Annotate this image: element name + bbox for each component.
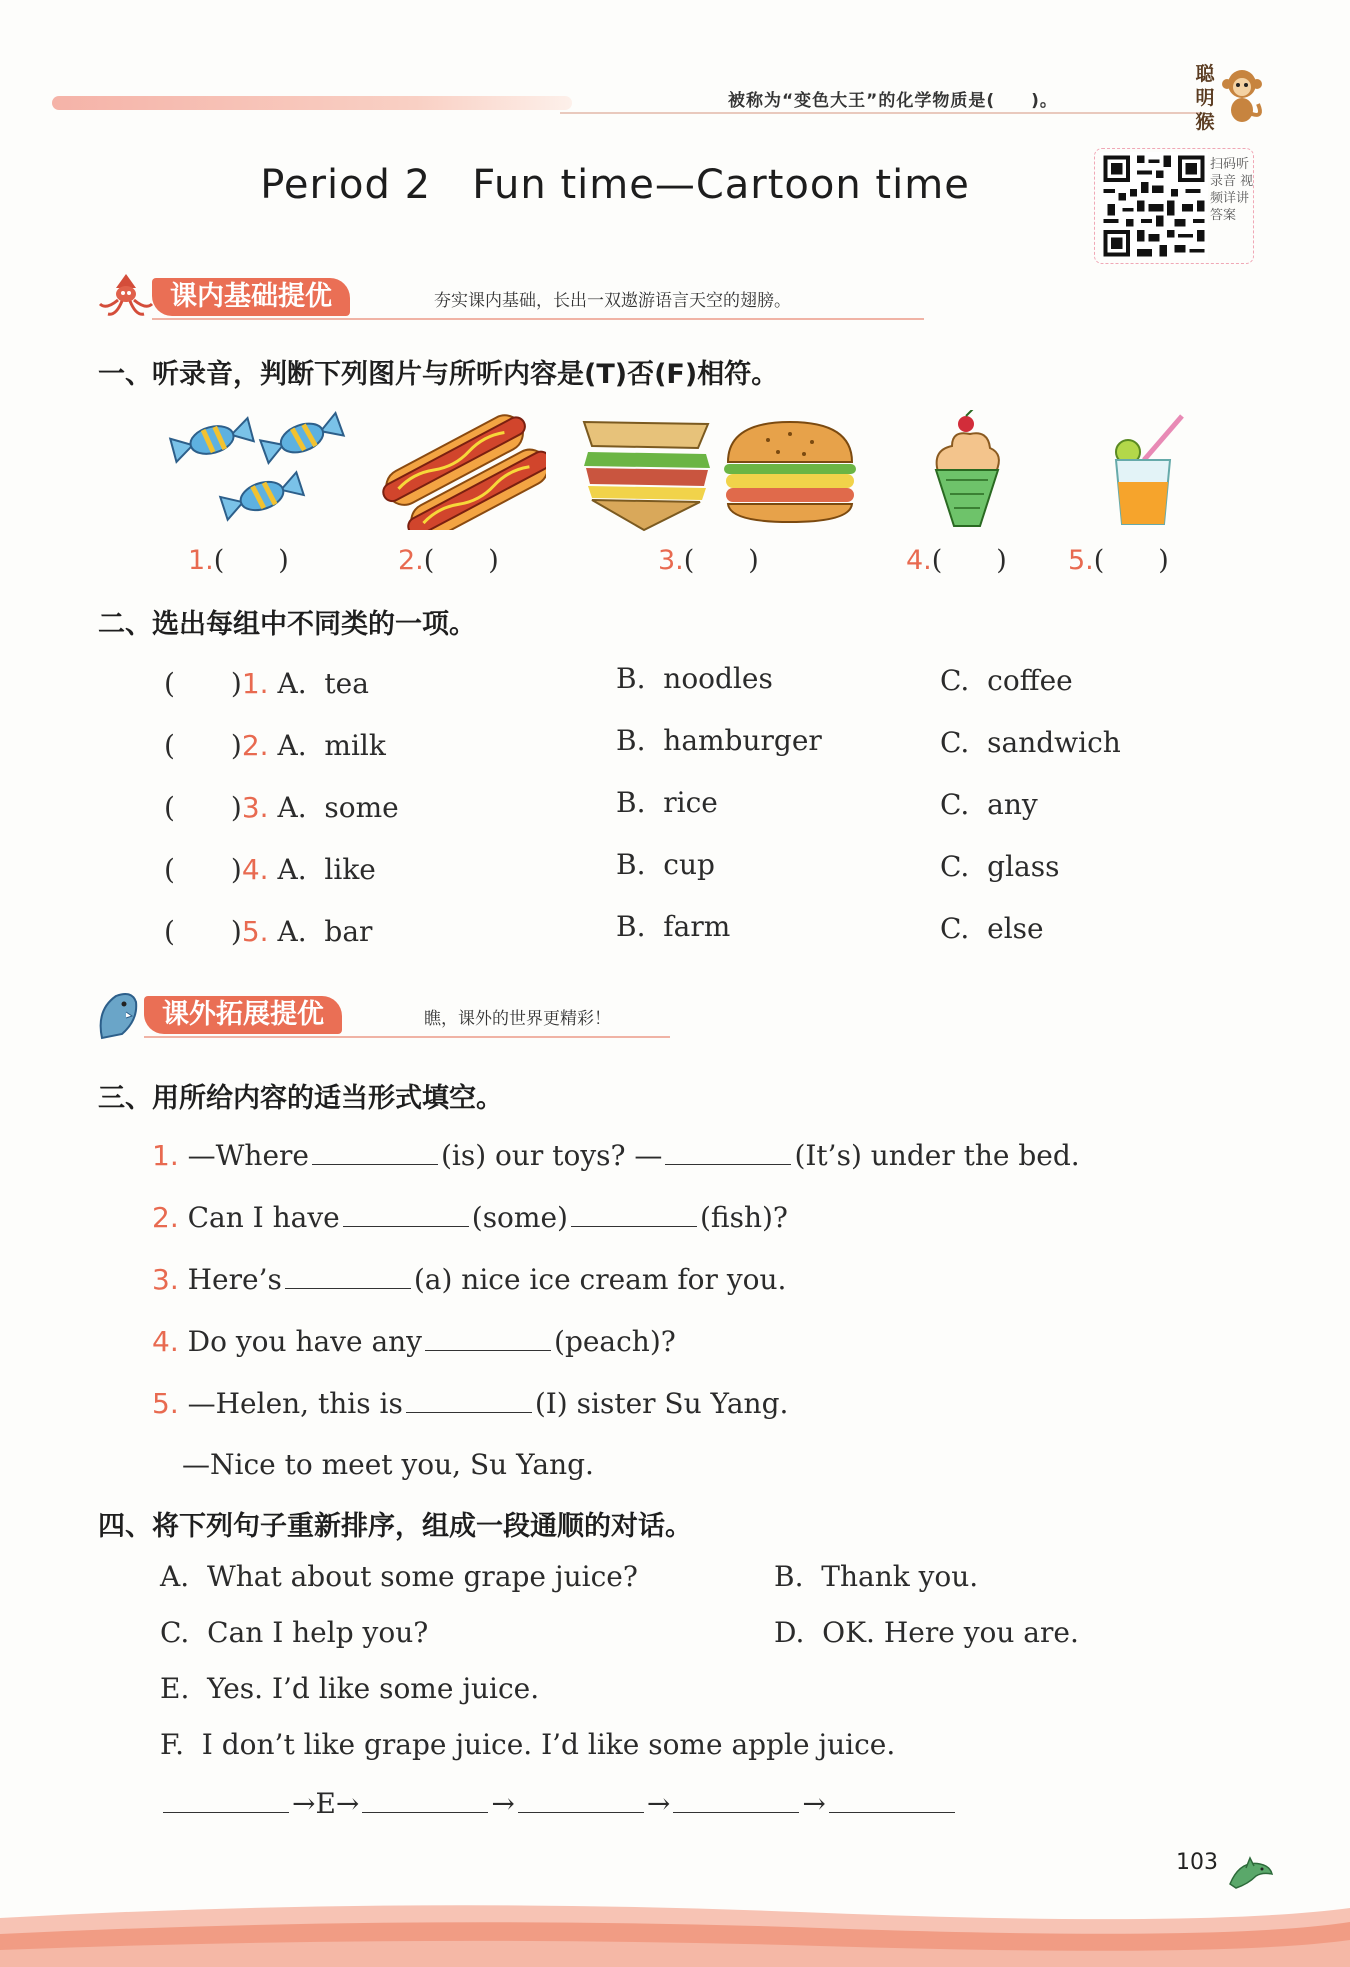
order-given: E	[315, 1787, 336, 1820]
order-answer-line	[160, 1786, 958, 1820]
choice-c: C. sandwich	[940, 726, 1121, 759]
answer-paren[interactable]: ( )	[164, 791, 242, 824]
candy-icon	[162, 410, 350, 530]
section-underline	[152, 318, 924, 320]
fill-item-2: 2. Can I have (some) (fish)?	[152, 1201, 788, 1234]
choice-c: C. coffee	[940, 664, 1073, 697]
squid-icon	[96, 270, 156, 320]
choice-row: ( )4. A. like	[164, 853, 376, 886]
choice-c: C. glass	[940, 850, 1060, 883]
order-blank-5[interactable]	[673, 1786, 799, 1813]
answer-paren[interactable]: ( )	[164, 729, 242, 762]
answer-paren[interactable]: ( )	[164, 853, 242, 886]
dialogue-option-b: B. Thank you.	[774, 1560, 979, 1593]
choice-row: ( )1. A. tea	[164, 667, 369, 700]
header-stripe	[52, 96, 572, 110]
answer-paren[interactable]: ( )	[164, 915, 242, 948]
juice-icon	[1100, 412, 1190, 530]
choice-b: B. rice	[616, 786, 718, 819]
question-4-heading: 四、将下列句子重新排序，组成一段通顺的对话。	[98, 1511, 692, 1542]
footer-wave	[0, 1888, 1350, 1967]
dialogue-option-d: D. OK. Here you are.	[774, 1616, 1079, 1649]
monkey-icon	[1218, 64, 1266, 126]
page-title: Period 2 Fun time—Cartoon time	[260, 162, 970, 208]
picture-4-answer: 4.( )	[906, 545, 1007, 576]
choice-b: B. noodles	[616, 662, 773, 695]
fill-item-1: 1. —Where (is) our toys? — (It’s) under the bed.	[152, 1139, 1080, 1172]
answer-blank[interactable]	[665, 1138, 791, 1165]
section-tagline-extended: 瞧，课外的世界更精彩！	[424, 1009, 611, 1029]
dialogue-option-c: C. Can I help you?	[160, 1616, 429, 1649]
page-number: 103	[1176, 1850, 1218, 1875]
choice-b: B. hamburger	[616, 724, 822, 757]
dialogue-option-a: A. What about some grape juice?	[160, 1560, 638, 1593]
choice-row: ( )2. A. milk	[164, 729, 386, 762]
fill-item-4: 4. Do you have any (peach)?	[152, 1325, 676, 1358]
choice-b: B. farm	[616, 910, 731, 943]
answer-blank[interactable]	[312, 1138, 438, 1165]
answer-blank[interactable]	[425, 1324, 551, 1351]
answer-paren[interactable]: ( )	[164, 667, 242, 700]
question-2-heading: 二、选出每组中不同类的一项。	[98, 609, 476, 640]
choice-row: ( )3. A. some	[164, 791, 399, 824]
arrow-icon: →	[335, 1787, 360, 1820]
question-3-heading: 三、用所给内容的适当形式填空。	[98, 1083, 503, 1114]
choice-c: C. else	[940, 912, 1044, 945]
dolphin-icon	[1226, 1854, 1274, 1894]
choice-row: ( )5. A. bar	[164, 915, 373, 948]
picture-3-answer: 3.( )	[658, 545, 759, 576]
arrow-icon: →	[292, 1787, 316, 1820]
order-blank-6[interactable]	[829, 1786, 955, 1813]
answer-blank[interactable]	[343, 1200, 469, 1227]
picture-2-answer: 2.( )	[398, 545, 499, 576]
choice-c: C. any	[940, 788, 1038, 821]
arrow-icon: →	[646, 1787, 671, 1820]
choice-b: B. cup	[616, 848, 715, 881]
fill-item-5-reply: —Nice to meet you, Su Yang.	[182, 1448, 594, 1481]
shark-icon	[92, 990, 142, 1044]
qr-code-icon	[1100, 152, 1208, 260]
fill-item-5: 5. —Helen, this is (I) sister Su Yang.	[152, 1387, 789, 1420]
hotdog-icon	[378, 412, 546, 530]
arrow-icon: →	[802, 1787, 826, 1820]
brand-logo-text: 聪 明 猴	[1195, 63, 1215, 133]
order-blank-3[interactable]	[362, 1786, 488, 1813]
arrow-icon: →	[491, 1787, 515, 1820]
answer-blank[interactable]	[406, 1386, 532, 1413]
ice-cream-icon	[922, 410, 1012, 532]
question-1-heading: 一、听录音，判断下列图片与所听内容是(T)否(F)相符。	[98, 359, 779, 390]
section-banner-basic: 课内基础提优	[152, 278, 350, 316]
sandwich-burger-icon	[578, 412, 868, 532]
picture-1-answer: 1.( )	[188, 545, 289, 576]
order-blank-4[interactable]	[518, 1786, 644, 1813]
answer-blank[interactable]	[285, 1262, 411, 1289]
answer-blank[interactable]	[571, 1200, 697, 1227]
section-banner-extended: 课外拓展提优	[144, 996, 342, 1034]
header-line	[560, 112, 1200, 114]
qr-caption: 扫码听录音 视频详讲答案	[1210, 157, 1254, 223]
trivia-question: 被称为“变色大王”的化学物质是( )。	[728, 91, 1058, 111]
order-blank-1[interactable]	[163, 1786, 289, 1813]
fill-item-3: 3. Here’s (a) nice ice cream for you.	[152, 1263, 787, 1296]
section-underline	[144, 1036, 670, 1038]
dialogue-option-e: E. Yes. I’d like some juice.	[160, 1672, 540, 1705]
section-tagline-basic: 夯实课内基础，长出一双遨游语言天空的翅膀。	[434, 291, 791, 311]
dialogue-option-f: F. I don’t like grape juice. I’d like some apple juice.	[160, 1728, 896, 1761]
picture-5-answer: 5.( )	[1068, 545, 1169, 576]
